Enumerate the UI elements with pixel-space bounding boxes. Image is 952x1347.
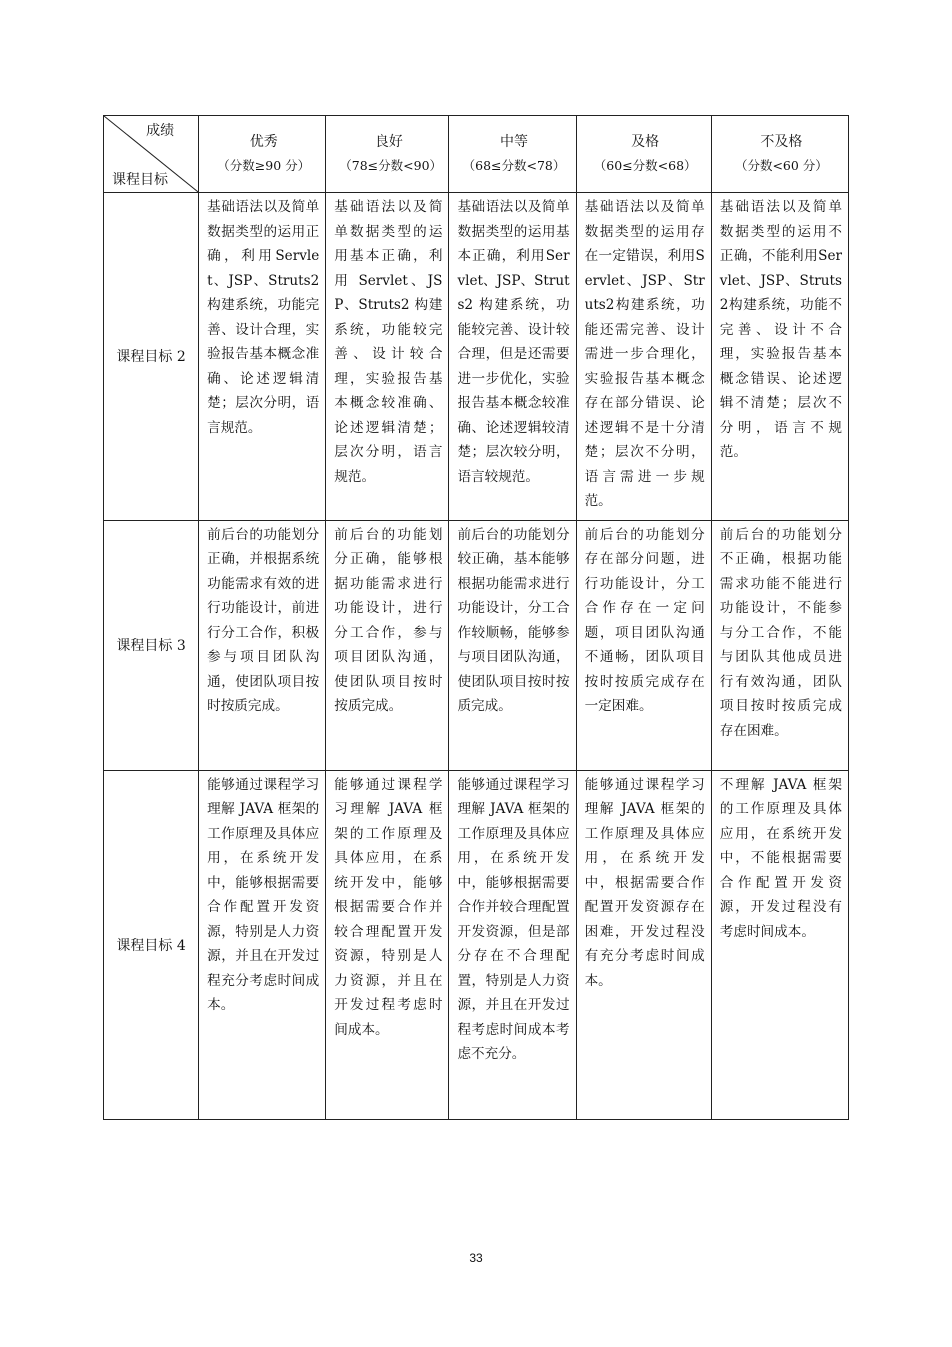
grading-criteria-table	[103, 115, 849, 1120]
criteria-cell: 基础语法以及简单数据类型的运用基本正确，利用 Servlet、JSP、Struts2 构建系统，功能较完善、设计较合理，实验报告基本概念较准确、论述逻辑清楚；层次分明，语言规范。	[326, 193, 449, 521]
corner-top-label: 成绩	[146, 123, 175, 139]
diagonal-corner-cell	[104, 116, 199, 193]
criteria-cell: 不理解 JAVA 框架的工作原理及具体应用，在系统开发中，不能根据需要合作配置开发资源，开发过程没有考虑时间成本。	[711, 770, 848, 1119]
criteria-cell: 前后台的功能划分存在部分问题，进行功能设计，分工合作存在一定问题，项目团队沟通不通畅，团队项目按时按质完成存在一定困难。	[576, 520, 711, 770]
grade-header-excellent	[199, 116, 326, 193]
grade-name: 不及格	[760, 134, 803, 150]
criteria-cell: 前后台的功能划分正确，并根据系统功能需求有效的进行功能设计，前进行分工合作，积极参与项目团队沟通，使团队项目按时按质完成。	[199, 520, 326, 770]
grade-range: （78≤分数<90）	[339, 158, 443, 173]
criteria-cell: 基础语法以及简单数据类型的运用正确，利用Servlet、JSP、Struts2 构建系统，功能完善、设计合理，实验报告基本概念准确、论述逻辑清楚；层次分明，语言规范。	[199, 193, 326, 521]
grade-header-medium	[449, 116, 576, 193]
grade-range: （分数≥90 分）	[217, 158, 311, 173]
grade-header-pass	[576, 116, 711, 193]
row-label: 课程目标 3	[104, 520, 199, 770]
criteria-cell: 前后台的功能划分正确，能够根据功能需求进行功能设计，进行分工合作，参与项目团队沟通，使团队项目按时按质完成。	[326, 520, 449, 770]
grade-header-fail	[711, 116, 848, 193]
grade-range: （分数<60 分）	[734, 158, 828, 173]
table-row-objective-3	[104, 520, 849, 770]
criteria-cell: 前后台的功能划分不正确，根据功能需求功能不能进行功能设计，不能参与分工合作，不能与团队其他成员进行有效沟通，团队项目按时按质完成存在困难。	[711, 520, 848, 770]
row-label: 课程目标 4	[104, 770, 199, 1119]
criteria-cell: 基础语法以及简单数据类型的运用不正确，不能利用Servlet、JSP、Struts2构建系统，功能不完善、设计不合理，实验报告基本概念错误、论述逻辑不清楚；层次不分明，语言不规范。	[711, 193, 848, 521]
criteria-cell: 基础语法以及简单数据类型的运用基本正确，利用Servlet、JSP、Struts2 构建系统，功能较完善、设计较合理，但是还需要进一步优化，实验报告基本概念较准确、论述逻辑较清楚；层次较分明，语言较规范。	[449, 193, 576, 521]
grade-range: （60≤分数<68）	[593, 158, 697, 173]
criteria-cell: 基础语法以及简单数据类型的运用存在一定错误，利用Servlet、JSP、Struts2构建系统，功能还需完善、设计需进一步合理化，实验报告基本概念存在部分错误、论述逻辑不是十分清楚；层次不分明，语言需进一步规范。	[576, 193, 711, 521]
grade-name: 中等	[500, 134, 529, 150]
table-header-row	[104, 116, 849, 193]
grade-name: 良好	[374, 134, 403, 150]
table-row-objective-2	[104, 193, 849, 521]
grade-name: 优秀	[249, 134, 278, 150]
grade-name: 及格	[631, 134, 660, 150]
row-label: 课程目标 2	[104, 193, 199, 521]
page-number: 33	[469, 1251, 483, 1265]
grade-range: （68≤分数<78）	[462, 158, 566, 173]
grade-header-good	[326, 116, 449, 193]
criteria-cell: 能够通过课程学习理解 JAVA 框架的工作原理及具体应用，在系统开发中，能够根据需要合作配置开发资源，特别是人力资源，并且在开发过程充分考虑时间成本。	[199, 770, 326, 1119]
criteria-cell: 能够通过课程学习理解 JAVA 框架的工作原理及具体应用，在系统开发中，能够根据需要合作并较合理配置开发资源，但是部分存在不合理配置，特别是人力资源，并且在开发过程考虑时间成本考虑不充分。	[449, 770, 576, 1119]
criteria-cell: 能够通过课程学习理解 JAVA 框架的工作原理及具体应用，在系统开发中，根据需要合作配置开发资源存在困难，开发过程没有充分考虑时间成本。	[576, 770, 711, 1119]
criteria-cell: 能够通过课程学习理解 JAVA 框架的工作原理及具体应用，在系统开发中，能够根据需要合作并较合理配置开发资源，特别是人力资源，并且在开发过程考虑时间成本。	[326, 770, 449, 1119]
table-row-objective-4	[104, 770, 849, 1119]
criteria-cell: 前后台的功能划分较正确，基本能够根据功能需求进行功能设计，分工合作较顺畅，能够参与项目团队沟通，使团队项目按时按质完成。	[449, 520, 576, 770]
corner-bottom-label: 课程目标	[112, 172, 168, 188]
